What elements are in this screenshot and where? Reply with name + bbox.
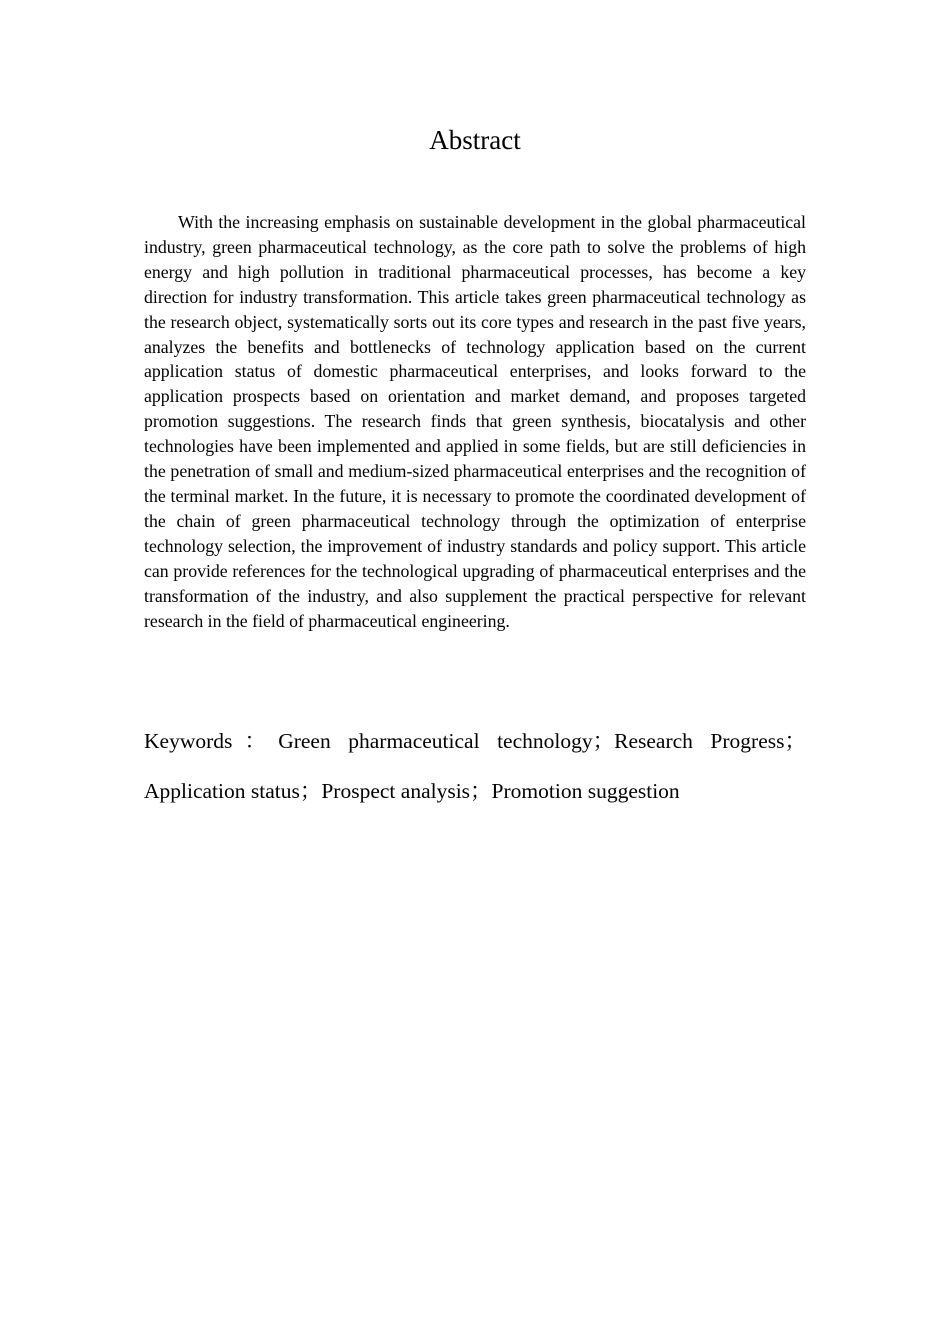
keywords-label: Keywords： [144,729,279,753]
abstract-body: With the increasing emphasis on sustainable development in the global pharmaceutical industry, green pharmaceutical technology, as the core path to solve the problems of high energy and high pollution in traditional pharmaceutical processes, has become a key direction for industry transformation. This article takes green pharmaceutical technology as the research object, systematically sorts out its core types and research in the past five years, analyzes the benefits and bottlenecks of technology application based on the current application status of domestic pharmaceutical enterprises, and looks forward to the application prospects based on orientation and market demand, and proposes targeted promotion suggestions. The research finds that green synthesis, biocatalysis and other technologies have been implemented and applied in some fields, but are still deficiencies in the penetration of small and medium-sized pharmaceutical enterprises and the recognition of the terminal market. In the future, it is necessary to promote the coordinated development of the chain of green pharmaceutical technology through the optimization of enterprise technology selection, the improvement of industry standards and policy support. This article can provide references for the technological upgrading of pharmaceutical enterprises and the transformation of the industry, and also supplement the practical perspective for relevant research in the field of pharmaceutical engineering. [144,212,806,631]
keywords-list: Green pharmaceutical technology；Research Progress；Application status；Prospect analysis；Promotion suggestion [144,729,806,803]
abstract-title: Abstract [429,125,521,155]
keywords-line [144,716,806,816]
